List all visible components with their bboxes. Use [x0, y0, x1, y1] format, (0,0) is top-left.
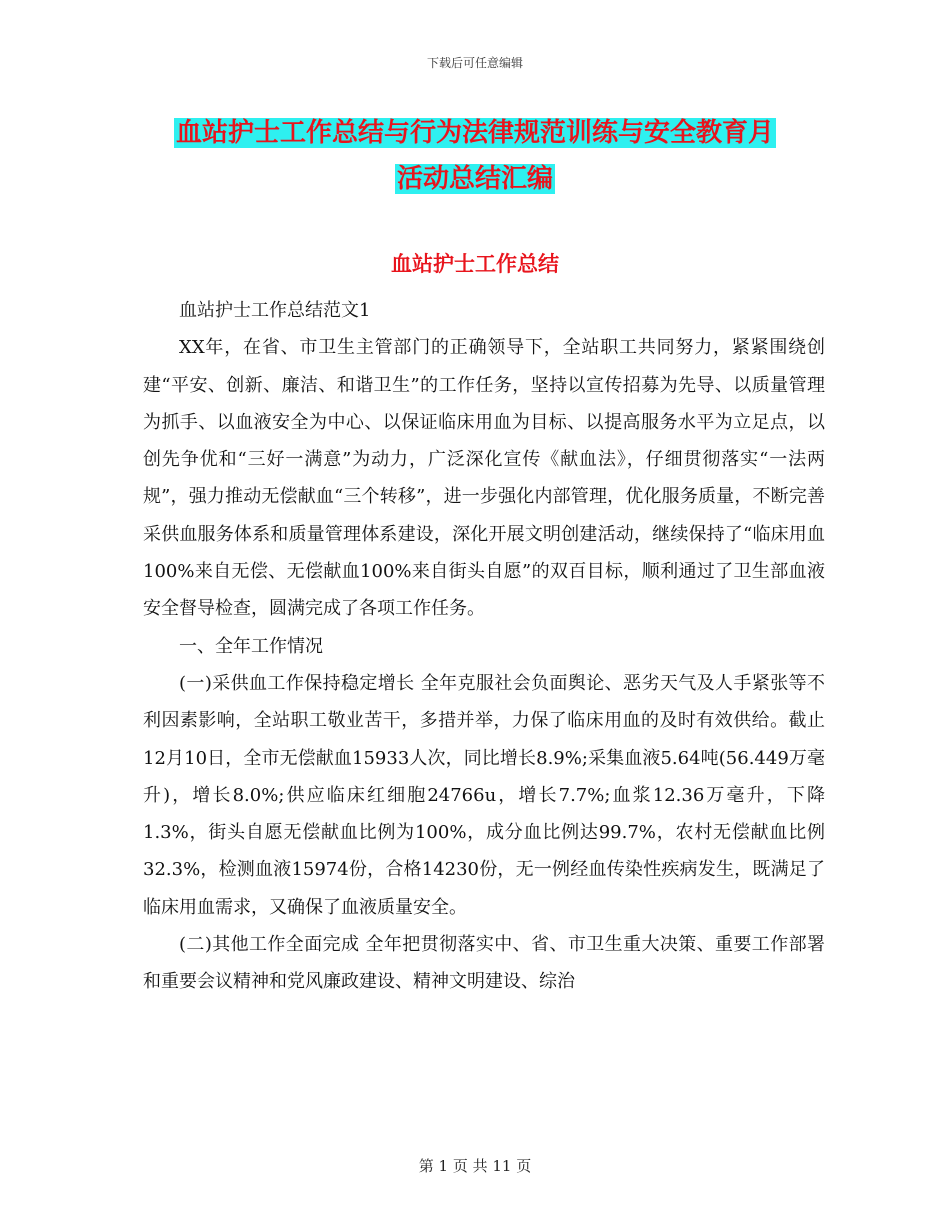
paragraph-intro: XX年，在省、市卫生主管部门的正确领导下，全站职工共同努力，紧紧围绕创建“平安、创新、廉洁、和谐卫生”的工作任务，坚持以宣传招募为先导、以质量管理为抓手、以血液安全为中心、以保证临床用血为目标、以提高服务水平为立足点，以创先争优和“三好一满意”为动力，广泛深化宣传《献血法》，仔细贯彻落实“一法两规”，强力推动无偿献血“三个转移”，进一步强化内部管理，优化服务质量，不断完善采供血服务体系和质量管理体系建设，深化开展文明创建活动，继续保持了“临床用血100%来自无偿、无偿献血100%来自街头自愿”的双百目标，顺利通过了卫生部血液安全督导检查，圆满完成了各项工作任务。: [143, 337, 825, 620]
paragraph-subtitle: 血站护士工作总结范文1: [179, 300, 371, 321]
document-title: [150, 110, 800, 202]
body-text: [143, 292, 825, 1001]
paragraph-blood-supply: (一)采供血工作保持稳定增长 全年克服社会负面舆论、恶劣天气及人手紧张等不利因素影响，全站职工敬业苦干，多措并举，力保了临床用血的及时有效供给。截止12月10日，全市无偿献血15933人次，同比增长8.9%;采集血液5.64吨(56.449万毫升)，增长8.0%;供应临床红细胞24766u，增长7.7%;血浆12.36万毫升，下降1.3%，街头自愿无偿献血比例为100%，成分血比例达99.7%，农村无偿献血比例32.3%，检测血液15974份，合格14230份，无一例经血传染性疾病发生，既满足了临床用血需求，又确保了血液质量安全。: [143, 672, 825, 918]
paragraph-other-work: (二)其他工作全面完成 全年把贯彻落实中、省、市卫生重大决策、重要工作部署和重要会议精神和党风廉政建设、精神文明建设、综治: [143, 934, 825, 993]
header-note: 下载后可任意编辑: [426, 56, 523, 70]
document-title-line-1: 血站护士工作总结与行为法律规范训练与安全教育月: [175, 118, 774, 148]
paragraph-heading-1: 一、全年工作情况: [179, 635, 323, 657]
section-title: 血站护士工作总结: [391, 252, 559, 276]
page-footer: 第 1 页 共 11 页: [418, 1157, 532, 1175]
document-title-line-2: 活动总结汇编: [396, 164, 553, 194]
